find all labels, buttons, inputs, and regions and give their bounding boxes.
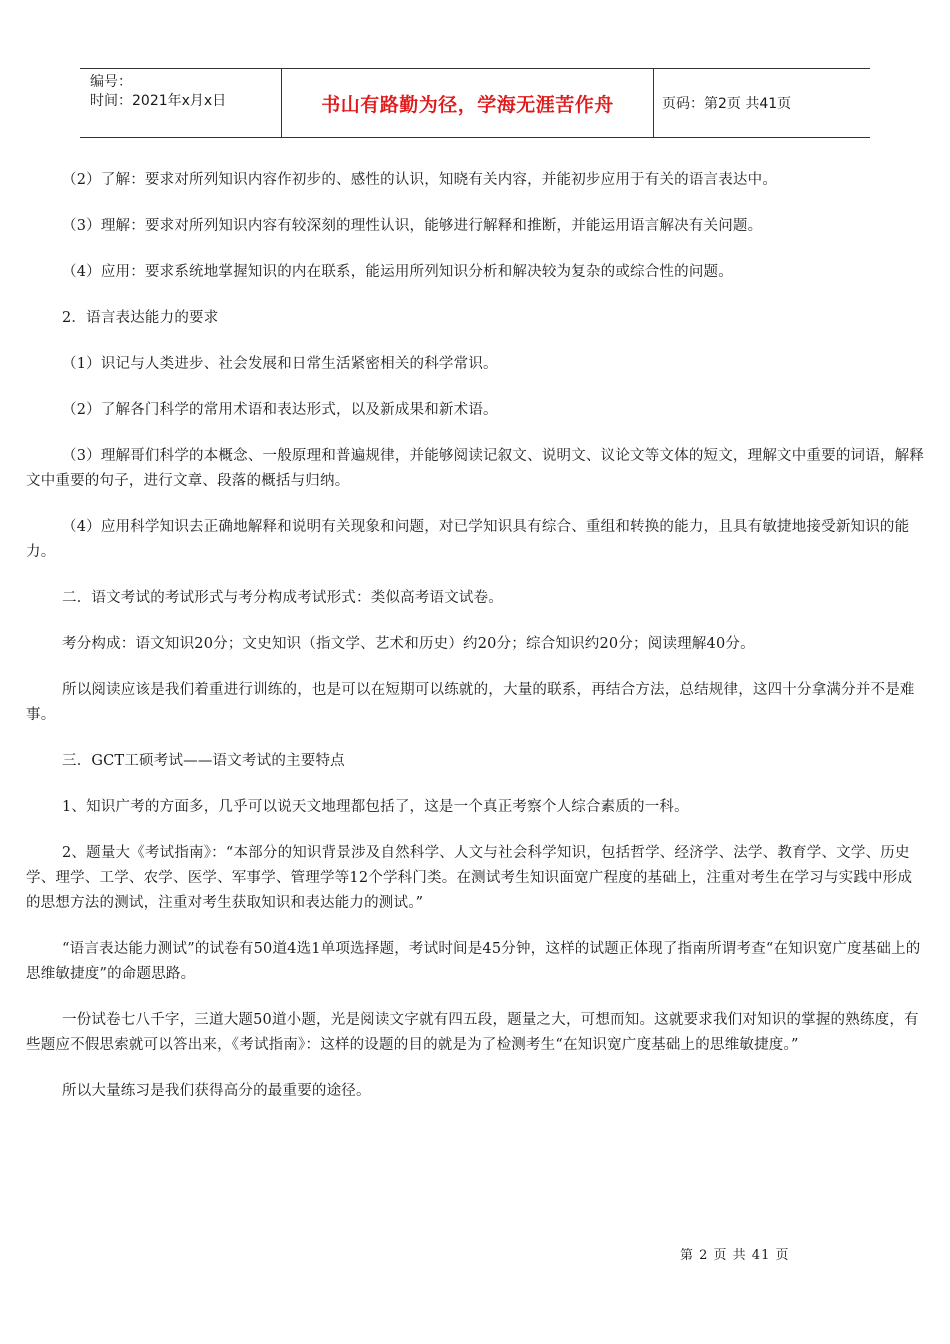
paragraph: 所以大量练习是我们获得高分的最重要的途径。 [62, 1083, 371, 1099]
paragraph: （1）识记与人类进步、社会发展和日常生活紧密相关的科学常识。 [62, 356, 498, 372]
page-header [80, 68, 870, 138]
paragraph: 一份试卷七八千字，三道大题50道小题，光是阅读文字就有四五段，题量之大，可想而知。这就要求我们对知识的掌握的熟练度，有些题应不假思索就可以答出来，《考试指南》：这样的设题的目的就是为了检测考生“在知识宽广度基础上的思维敏捷度。” [26, 1012, 919, 1053]
header-meta-cell [80, 69, 282, 137]
paragraph: 2、题量大《考试指南》：“本部分的知识背景涉及自然科学、人文与社会科学知识，包括哲学、经济学、法学、教育学、文学、历史学、理学、工学、农学、医学、军事学、管理学等12个学科门类。在测试考生知识面宽广程度的基础上，注重对考生在学习与实践中形成的思想方法的测试，注重对考生获取知识和表达能力的测试。” [26, 845, 913, 911]
header-page-info: 页码：第2页 共41页 [662, 96, 792, 112]
number-label: 编号： [90, 74, 132, 90]
paragraph: （4）应用：要求系统地掌握知识的内在联系，能运用所列知识分析和解决较为复杂的或综合性的问题。 [62, 264, 733, 280]
paragraph: 1、知识广考的方面多，几乎可以说天文地理都包括了，这是一个真正考察个人综合素质的一科。 [62, 799, 689, 815]
section-heading: 二．语文考试的考试形式与考分构成考试形式：类似高考语文试卷。 [62, 590, 503, 606]
paragraph: （2）了解：要求对所列知识内容作初步的、感性的认识，知晓有关内容，并能初步应用于有关的语言表达中。 [62, 172, 778, 188]
header-motto: 书山有路勤为径，学海无涯苦作舟 [282, 69, 654, 137]
section-heading: 2．语言表达能力的要求 [62, 310, 219, 326]
paragraph: （4）应用科学知识去正确地解释和说明有关现象和问题，对已学知识具有综合、重组和转换的能力，且具有敏捷地接受新知识的能力。 [26, 519, 910, 560]
paragraph: 所以阅读应该是我们着重进行训练的，也是可以在短期可以练就的，大量的联系，再结合方法，总结规律，这四十分拿满分并不是难事。 [26, 682, 915, 723]
paragraph: 考分构成：语文知识20分；文史知识（指文学、艺术和历史）约20分；综合知识约20分；阅读理解40分。 [62, 636, 755, 652]
page-footer: 第 2 页 共 41 页 [680, 1248, 790, 1263]
paragraph: （2）了解各门科学的常用术语和表达形式，以及新成果和新术语。 [62, 402, 498, 418]
section-heading: 三．GCT工硕考试——语文考试的主要特点 [62, 753, 345, 769]
document-body [26, 168, 926, 1125]
paragraph: （3）理解：要求对所列知识内容有较深刻的理性认识，能够进行解释和推断，并能运用语言解决有关问题。 [62, 218, 763, 234]
paragraph: “语言表达能力测试”的试卷有50道4选1单项选择题，考试时间是45分钟，这样的试题正体现了指南所谓考查“在知识宽广度基础上的思维敏捷度”的命题思路。 [26, 941, 921, 982]
time-label: 时间：2021年x月x日 [90, 93, 227, 109]
paragraph: （3）理解哥们科学的本概念、一般原理和普遍规律，并能够阅读记叙文、说明文、议论文等文体的短文，理解文中重要的词语，解释文中重要的句子，进行文章、段落的概括与归纳。 [26, 448, 925, 489]
